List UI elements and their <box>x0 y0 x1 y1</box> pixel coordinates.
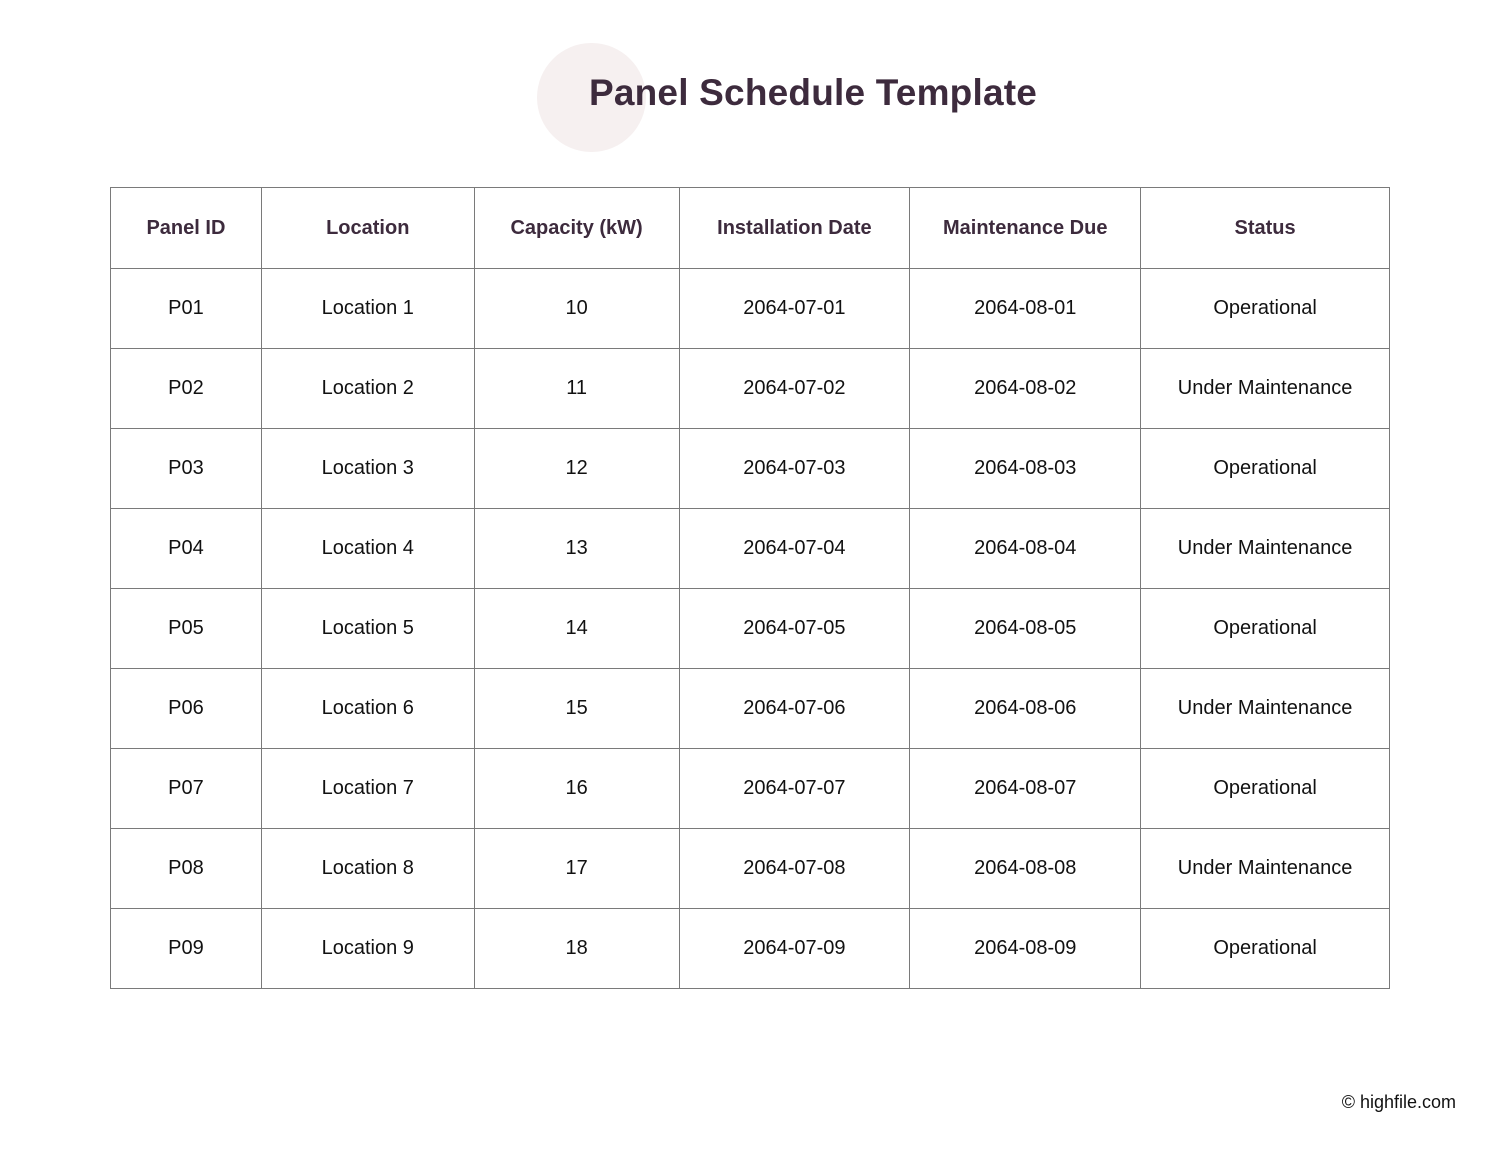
cell-maintenance-due: 2064-08-01 <box>910 269 1141 349</box>
cell-installation-date: 2064-07-08 <box>679 829 910 909</box>
cell-maintenance-due: 2064-08-05 <box>910 589 1141 669</box>
cell-status: Under Maintenance <box>1141 829 1390 909</box>
cell-maintenance-due: 2064-08-02 <box>910 349 1141 429</box>
table-row <box>111 909 1390 989</box>
cell-status: Under Maintenance <box>1141 669 1390 749</box>
table-row <box>111 749 1390 829</box>
cell-status: Operational <box>1141 269 1390 349</box>
table-row <box>111 669 1390 749</box>
table-row <box>111 829 1390 909</box>
cell-location: Location 2 <box>261 349 474 429</box>
header-status: Status <box>1141 188 1390 269</box>
header-installation-date: Installation Date <box>679 188 910 269</box>
cell-maintenance-due: 2064-08-08 <box>910 829 1141 909</box>
cell-location: Location 5 <box>261 589 474 669</box>
cell-status: Operational <box>1141 429 1390 509</box>
cell-panel-id: P09 <box>111 909 262 989</box>
cell-panel-id: P03 <box>111 429 262 509</box>
table-row <box>111 349 1390 429</box>
cell-location: Location 7 <box>261 749 474 829</box>
cell-capacity: 10 <box>474 269 679 349</box>
table-row <box>111 589 1390 669</box>
cell-capacity: 12 <box>474 429 679 509</box>
table-header-row <box>111 188 1390 269</box>
cell-panel-id: P07 <box>111 749 262 829</box>
cell-location: Location 3 <box>261 429 474 509</box>
cell-installation-date: 2064-07-04 <box>679 509 910 589</box>
cell-installation-date: 2064-07-01 <box>679 269 910 349</box>
table-row <box>111 269 1390 349</box>
cell-status: Under Maintenance <box>1141 349 1390 429</box>
page-title: Panel Schedule Template <box>588 72 1038 113</box>
cell-maintenance-due: 2064-08-09 <box>910 909 1141 989</box>
cell-maintenance-due: 2064-08-04 <box>910 509 1141 589</box>
panel-schedule-table <box>110 187 1390 989</box>
cell-location: Location 1 <box>261 269 474 349</box>
table-row <box>111 509 1390 589</box>
cell-location: Location 8 <box>261 829 474 909</box>
cell-maintenance-due: 2064-08-03 <box>910 429 1141 509</box>
cell-capacity: 14 <box>474 589 679 669</box>
cell-status: Operational <box>1141 589 1390 669</box>
cell-maintenance-due: 2064-08-06 <box>910 669 1141 749</box>
cell-location: Location 4 <box>261 509 474 589</box>
cell-capacity: 17 <box>474 829 679 909</box>
header-location: Location <box>261 188 474 269</box>
cell-status: Operational <box>1141 749 1390 829</box>
cell-capacity: 16 <box>474 749 679 829</box>
cell-capacity: 11 <box>474 349 679 429</box>
cell-location: Location 6 <box>261 669 474 749</box>
header-maintenance-due: Maintenance Due <box>910 188 1141 269</box>
cell-installation-date: 2064-07-06 <box>679 669 910 749</box>
cell-maintenance-due: 2064-08-07 <box>910 749 1141 829</box>
cell-installation-date: 2064-07-03 <box>679 429 910 509</box>
cell-panel-id: P06 <box>111 669 262 749</box>
cell-capacity: 13 <box>474 509 679 589</box>
header-capacity: Capacity (kW) <box>474 188 679 269</box>
cell-installation-date: 2064-07-09 <box>679 909 910 989</box>
cell-panel-id: P04 <box>111 509 262 589</box>
cell-panel-id: P02 <box>111 349 262 429</box>
cell-location: Location 9 <box>261 909 474 989</box>
cell-installation-date: 2064-07-05 <box>679 589 910 669</box>
table-row <box>111 429 1390 509</box>
cell-capacity: 18 <box>474 909 679 989</box>
cell-capacity: 15 <box>474 669 679 749</box>
copyright-footer: © highfile.com <box>1341 1092 1456 1112</box>
cell-panel-id: P01 <box>111 269 262 349</box>
cell-status: Operational <box>1141 909 1390 989</box>
cell-panel-id: P08 <box>111 829 262 909</box>
header-panel-id: Panel ID <box>111 188 262 269</box>
cell-installation-date: 2064-07-07 <box>679 749 910 829</box>
cell-installation-date: 2064-07-02 <box>679 349 910 429</box>
cell-panel-id: P05 <box>111 589 262 669</box>
cell-status: Under Maintenance <box>1141 509 1390 589</box>
